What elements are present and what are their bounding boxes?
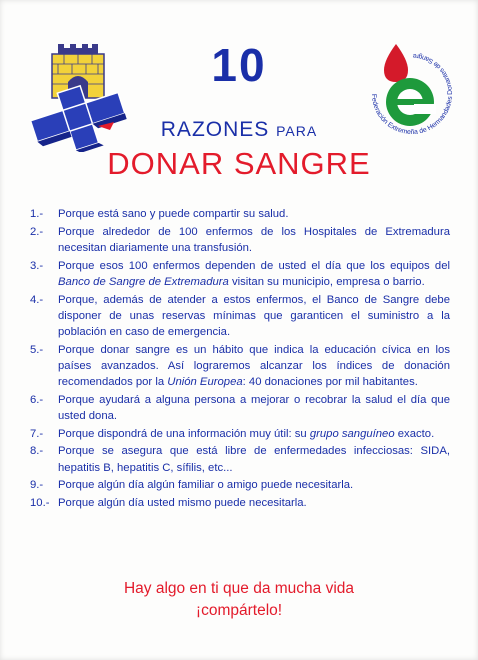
reason-text-part: Porque donar sangre es un hábito que indica la educación cívica en los países avanzados. Así lograremos alcanzar los índices de donación recomendados por la [58, 343, 450, 389]
reason-number: 2.- [30, 225, 44, 238]
reasons-list [30, 206, 450, 513]
reason-text-italic: grupo sanguíneo [309, 427, 395, 440]
reason-number: 1.- [30, 208, 44, 220]
reason-text [58, 477, 450, 493]
reason-text [58, 426, 450, 442]
reason-item [30, 342, 450, 391]
reason-number: 10.- [30, 496, 50, 509]
reason-text [58, 392, 450, 424]
reason-text-part: Porque se asegura que está libre de enfermedades infecciosas: SIDA, hepatitis B, hepatitis C, sífilis, etc... [58, 445, 450, 474]
title-para: PARA [276, 123, 318, 139]
reason-text-italic: Banco de Sangre de Extremadura [58, 275, 229, 288]
reason-number: 3.- [30, 259, 44, 272]
reason-text-part: exacto. [394, 427, 435, 440]
reason-text-part: Porque algún día usted mismo puede necesitarla. [58, 496, 307, 509]
reason-item [30, 443, 450, 475]
footer-slogan [0, 578, 478, 622]
reason-text-italic: Unión Europea [167, 376, 243, 389]
reason-text-part: Porque alrededor de 100 enfermos de los Hospitales de Extremadura necesitan diariamente una transfusión. [58, 225, 450, 254]
reason-text [58, 443, 450, 475]
reason-text-part: Porque, además de atender a estos enfermos, el Banco de Sangre debe disponer de unas reservas mínimas que garanticen el suministro a la población en caso de emergencia. [58, 293, 450, 338]
reason-number: 9.- [30, 479, 44, 492]
reason-item [30, 206, 450, 222]
reason-text-part: Porque ayudará a alguna persona a mejorar o recobrar la salud el día que usted dona. [58, 393, 450, 422]
reason-text-part: Porque algún día algún familiar o amigo puede necesitarla. [58, 479, 354, 492]
reason-item [30, 426, 450, 442]
title-razones: RAZONES [160, 118, 270, 141]
reason-number: 6.- [30, 393, 44, 406]
reason-item [30, 292, 450, 341]
reason-text-part: Porque esos 100 enfermos dependen de usted el día que los equipos del [58, 259, 450, 272]
reason-item [30, 258, 450, 290]
reason-text-part: Porque está sano y puede compartir su salud. [58, 208, 289, 220]
right-logo-arc-text: Federación Extremeña de Hermandades Donantes de Sangre [369, 51, 455, 137]
footer-line-1: Hay algo en ti que da mucha vida [123, 580, 355, 597]
title-razones-line [0, 118, 478, 142]
reason-text-part: visitan su municipio, empresa o barrio. [228, 275, 425, 288]
reason-number: 5.- [30, 343, 44, 356]
title-number: 10 [211, 39, 267, 91]
reason-text [58, 224, 450, 256]
reason-item [30, 477, 450, 493]
footer-line-2: ¡compártelo! [195, 602, 283, 619]
reason-number: 8.- [30, 445, 44, 458]
reason-text [58, 495, 450, 511]
reason-item [30, 224, 450, 256]
reason-item [30, 495, 450, 511]
reason-text [58, 258, 450, 290]
title-donar-sangre: DONAR SANGRE [107, 146, 371, 181]
reason-number: 7.- [30, 427, 44, 440]
reason-text [58, 206, 450, 222]
reason-number: 4.- [30, 293, 44, 306]
reason-text-part: : 40 donaciones por mil habitantes. [242, 376, 418, 389]
reason-text-part: Porque dispondrá de una información muy útil: su [58, 427, 310, 440]
reason-text [58, 292, 450, 341]
reason-text [58, 342, 450, 391]
reason-item [30, 392, 450, 424]
